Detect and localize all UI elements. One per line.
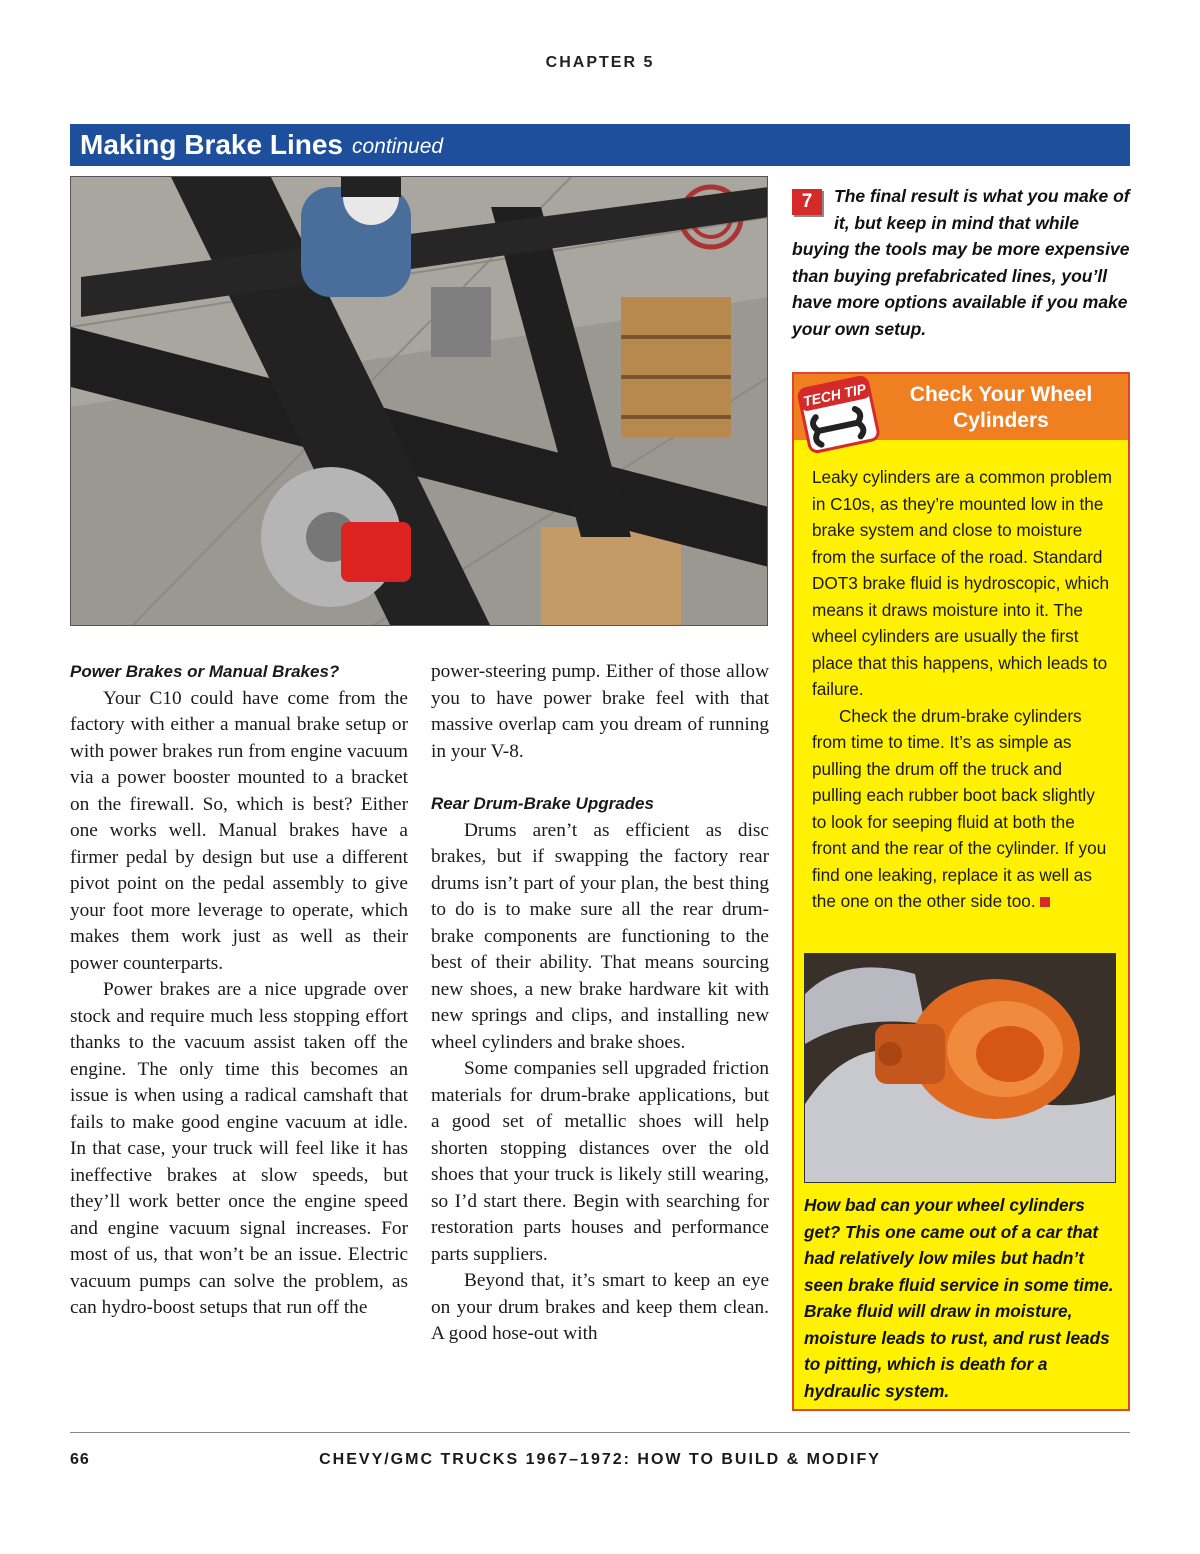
footer-divider <box>70 1432 1130 1433</box>
sidebar-title-line2: Cylinders <box>953 409 1049 432</box>
photo-frame-brake-lines <box>70 176 768 626</box>
badge-label: TECH TIP <box>801 380 868 410</box>
paragraph-continuation: power-steering pump. Either of those allow you to have power brake feel with that massive overlap cam you dream of running in your V-8. <box>431 661 769 762</box>
paragraph: Power brakes are a nice upgrade over stock and require much less stopping effort thanks to the vacuum assist taken off the engine. The only time this becomes an issue is when using a radical camshaft that fails to make good engine vacuum at idle. In that case, your truck will feel like it has ineffective brakes at slow speeds, but they’ll work better once the engine speed and engine vacuum signal increases. For most of us, that won’t be an issue. Electric vacuum pumps can solve the problem, as can hydro-boost setups that run off the <box>70 979 408 1318</box>
sidebar-body <box>812 464 1112 915</box>
sidebar-paragraph: Leaky cylinders are a common problem in C10s, as they’re mounted low in the brake system and close to moisture from the surface of the road. Standard DOT3 brake fluid is hydroscopic, which means it draws moisture into it. The wheel cylinders are usually the first place that this happens, which leads to failure. <box>812 467 1112 699</box>
frame-photo-illustration <box>71 177 768 626</box>
subheading-power-brakes: Power Brakes or Manual Brakes? <box>70 662 340 681</box>
sidebar-header <box>794 374 1128 440</box>
tech-tip-sidebar <box>792 372 1130 1411</box>
sidebar-title-line1: Check Your Wheel <box>909 383 1093 406</box>
subheading-rear-drum: Rear Drum-Brake Upgrades <box>431 794 654 813</box>
wheel-cylinder-illustration <box>805 954 1116 1183</box>
figure-number-badge: 7 <box>792 189 822 215</box>
paragraph: Some companies sell upgraded friction materials for drum-brake applications, but a good set of metallic shoes will help shorten stopping distances over the old shoes that your truck is likely still wearing, so I’d start there. Begin with searching for restoration parts houses and performance parts suppliers. <box>431 1058 769 1265</box>
section-banner <box>70 124 1130 166</box>
sidebar-paragraph-text: Check the drum-brake cylinders from time to time. It’s as simple as pulling the drum off the truck and pulling each rubber boot back slightly to look for seeping fluid at both the front and the rear of the cylinder. If you find one leaking, replace it as well as the one on the other side too. <box>812 705 1107 911</box>
chapter-heading: CHAPTER 5 <box>545 54 655 71</box>
book-title: CHEVY/GMC TRUCKS 1967–1972: HOW TO BUILD & MODIFY <box>319 1451 881 1468</box>
banner-title: Making Brake Lines <box>80 129 343 160</box>
paragraph: Drums aren’t as efficient as disc brakes, but if swapping the factory rear drums isn’t part of your plan, the best thing to do is to make sure all the rear drum-brake components are functioning to the best of their ability. That means sourcing new shoes, a new brake hardware kit with new springs and clips, and installing new wheel cylinders and brake shoes. <box>431 819 769 1053</box>
photo-wheel-cylinder <box>804 953 1116 1183</box>
sidebar-title <box>886 382 1116 434</box>
body-column-2 <box>431 659 769 1348</box>
sidebar-paragraph <box>812 703 1112 915</box>
banner-continued: continued <box>351 135 444 158</box>
caption-text: The final result is what you make of it, but keep in mind that while buying the tools may be more expensive than buying prefabricated lines, you’ll have more options available if you make your own setup. <box>792 186 1130 339</box>
sidebar-photo-caption: How bad can your wheel cylinders get? This one came out of a car that had relatively low miles but hadn’t seen brake fluid service in some time. Brake fluid will draw in moisture, moisture leads to rust, and rust leads to pitting, which is death for a hydraulic system. <box>804 1195 1114 1401</box>
photo-caption-7 <box>792 183 1132 342</box>
body-column-1 <box>70 659 408 1322</box>
end-mark-icon <box>1040 897 1050 907</box>
page-number: 66 <box>70 1451 90 1468</box>
paragraph: Your C10 could have come from the factory with either a manual brake setup or with power brakes run from engine vacuum via a power booster mounted to a bracket on the firewall. So, which is best? Either one works well. Manual brakes have a firmer pedal by design but use a different pivot point on the pedal assembly to give your foot more leverage to operate, which makes them work just as well as their power counterparts. <box>70 687 408 974</box>
tech-tip-wrench-icon <box>796 374 886 458</box>
paragraph: Beyond that, it’s smart to keep an eye on your drum brakes and keep them clean. A good hose-out with <box>431 1270 769 1344</box>
